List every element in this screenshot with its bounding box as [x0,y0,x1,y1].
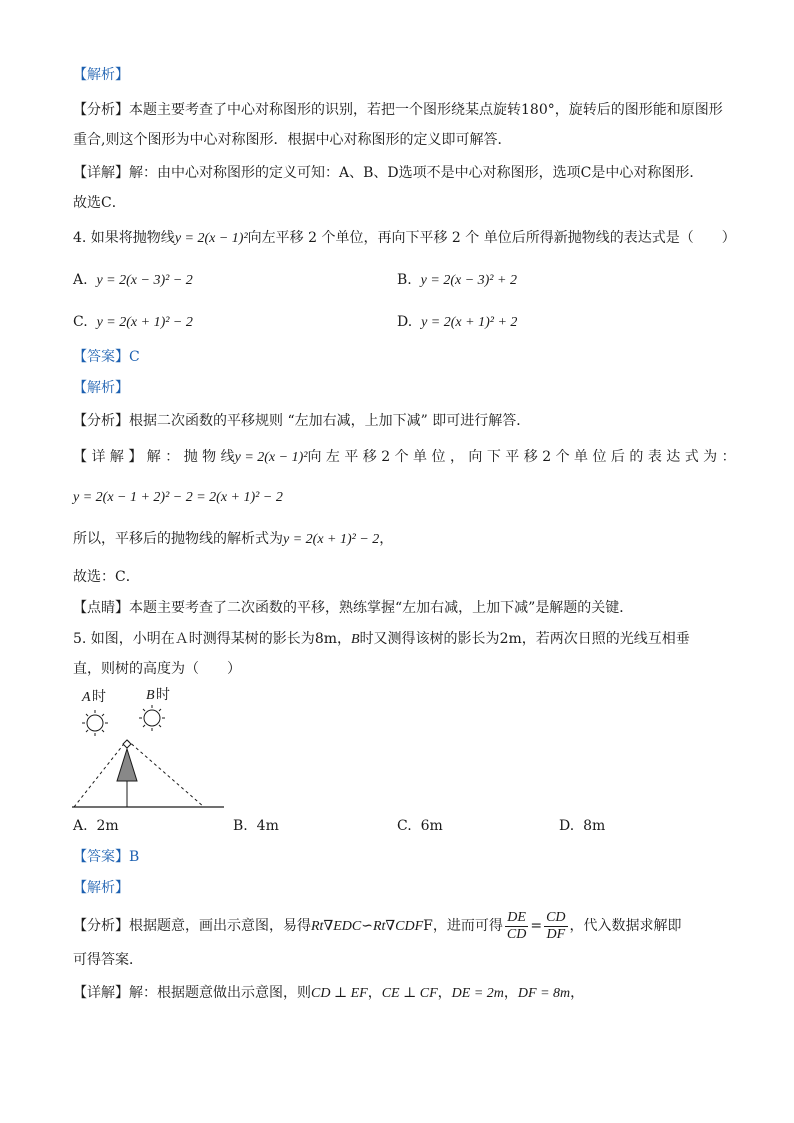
q4-option-a: A. y = 2(x − 3)² − 2 [73,272,193,288]
q5-stem-line2: 直，则树的高度为（ ） [73,661,241,677]
tree-crown [117,749,137,781]
q5-answer: 【答案】B [73,849,140,865]
q5-figure [68,683,238,813]
figure-label-a: A [82,690,91,705]
q3-xiangjie: 【详解】解：由中心对称图形的定义可知：A、B、D选项不是中心对称图形，选项C是中心对称图形． [73,165,704,181]
q4-dianjing: 【点睛】本题主要考查了二次函数的平移，熟练掌握“左加右减，上加下减”是解题的关键． [73,600,634,616]
q4-option-d: D. y = 2(x + 1)² + 2 [397,314,518,330]
q4-stem-b: 向左平移 2 个单位，再向下平移 2 个 单位后所得新抛物线的表达式是（ ） [247,230,736,246]
figure-label-b-suffix: 时 [156,688,170,703]
q4-analysis: 【解析】 [73,380,129,396]
frac-de-cd: $\frac{DE}{CD}$ [506,909,527,942]
analysis-header: 【解析】 [73,67,129,83]
q5-option-c: C. 6m [397,818,443,834]
q4-option-b: B. y = 2(x − 3)² + 2 [397,272,517,288]
q5-fenxi: 【分析】根据题意，画出示意图，易得Rt∇EDC∽Rt∇CDFF，进而可得 $\frac{DE}{CD}$ = $\frac{CD}{DF}$ ，代入数据求解即 [73,909,682,942]
q4-stem-a: 4. 如果将抛物线 [73,230,175,246]
q4-calc: y = 2(x − 1 + 2)² − 2 = 2(x + 1)² − 2 [73,490,283,505]
q3-fenxi-line1: 【分析】本题主要考查了中心对称图形的识别，若把一个图形绕某点旋转180°，旋转后的图形能和原图形 [73,102,723,118]
q4-conclusion: 所以，平移后的抛物线的解析式为y = 2(x + 1)² − 2， [73,531,394,547]
right-angle-mark [123,740,131,748]
sun-b-icon [139,705,165,731]
sun-a-icon [82,710,108,736]
q5-fenxi-line2: 可得答案． [73,952,143,968]
q5-option-d: D. 8m [559,818,606,834]
q4-choice: 故选：C． [73,569,140,585]
q4-xiangjie: 【 详 解 】 解 ： 抛 物 线y = 2(x − 1)²向 左 平 移 2 个 单 位 ， 向 下 平 移 2 个 单 位 后 的 表 达 式 为 ： [73,449,736,465]
q3-fenxi-line2: 重合,则这个图形为中心对称图形．根据中心对称图形的定义即可解答． [73,132,512,148]
q4-stem-formula: y = 2(x − 1)² [174,231,248,246]
q4-answer: 【答案】C [73,349,140,365]
q3-choice: 故选C． [73,195,126,211]
frac-cd-df: $\frac{CD}{DF}$ [546,909,566,942]
q5-stem-line1: 5. 如图，小明在Ａ时测得某树的影长为8m，B时又测得该树的影长为2m，若两次日照的光线互相垂 [73,631,690,647]
q5-option-a: A. 2m [73,818,119,834]
q4-option-c: C. y = 2(x + 1)² − 2 [73,314,193,330]
q5-xiangjie: 【详解】解：根据题意做出示意图，则CD ⊥ EF，CE ⊥ CF，DE = 2m，DF = 8m， [73,985,585,1001]
q5-analysis: 【解析】 [73,880,129,896]
q4-stem [73,228,736,249]
q5-option-b: B. 4m [233,818,279,834]
q4-fenxi: 【分析】根据二次函数的平移规则 “左加右减，上加下减” 即可进行解答． [73,413,531,429]
figure-label-b: B [146,688,155,703]
ray-b [127,740,204,807]
figure-label-a-suffix: 时 [92,690,106,705]
